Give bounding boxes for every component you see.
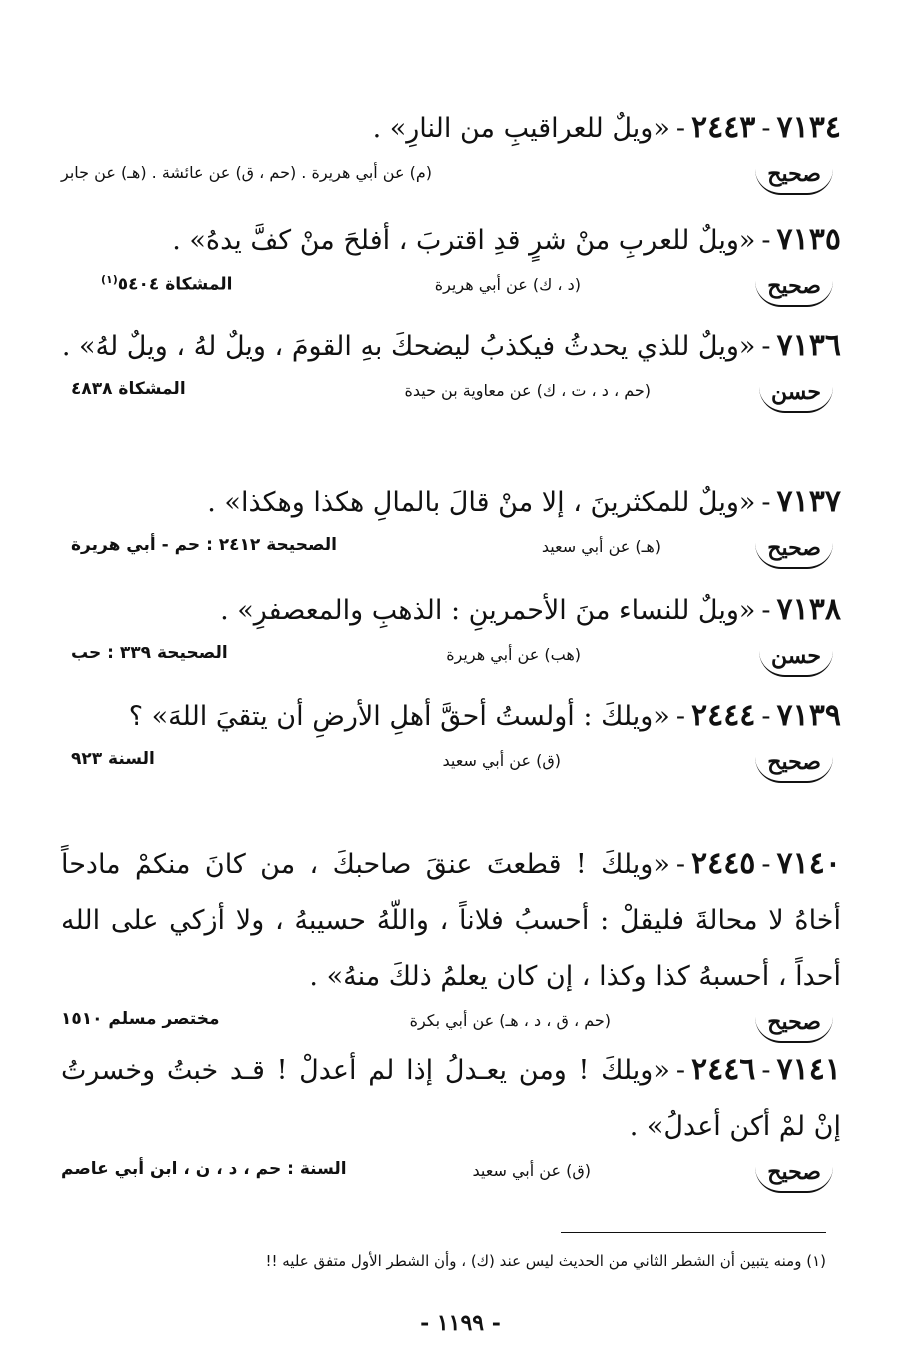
- hadith-entry: [61, 582, 841, 685]
- source-attribution: (ق) عن أبي سعيد: [472, 1161, 591, 1180]
- grade-label: صحيح: [755, 745, 833, 783]
- source-attribution: (م) عن أبي هريرة . (حم ، ق) عن عائشة . (هـ) عن جابر: [61, 163, 433, 182]
- hadith-text: «ويلٌ للنساء منَ الأحمرينِ : الذهبِ والمعصفرِ» .: [220, 595, 756, 626]
- hadith-text: «ويلٌ للعراقيبِ من النارِ» .: [372, 113, 670, 144]
- grade-label: صحيح: [755, 157, 833, 195]
- hadith-meta: [61, 1155, 841, 1201]
- footnote-divider: [561, 1232, 826, 1233]
- hadith-entry: [61, 100, 841, 203]
- grade-label: صحيح: [755, 531, 833, 569]
- hadith-entry: [61, 212, 841, 315]
- hadith-text: «ويلكَ : أولستُ أحقَّ أهلِ الأرضِ أن يتقيَ اللهَ» ؟: [128, 701, 670, 732]
- hadith-meta: [61, 531, 841, 577]
- reference: الصحيحة ٢٤١٢ : حم - أبي هريرة: [71, 535, 337, 555]
- hadith-meta: [61, 745, 841, 791]
- hadith-entry: [61, 836, 841, 1051]
- hadith-text-block: ٧١٣٧-«ويلٌ للمكثرينَ ، إلا منْ قالَ بالمالِ هكذا وهكذا» .: [207, 484, 841, 519]
- hadith-meta: [61, 157, 841, 203]
- hadith-number: ٧١٤١: [776, 1052, 841, 1087]
- hadith-entry: [61, 688, 841, 791]
- hadith-sub-number: ٢٤٤٤: [690, 698, 756, 733]
- hadith-number: ٧١٤٠: [776, 846, 841, 881]
- reference: السنة : حم ، د ، ن ، ابن أبي عاصم: [61, 1159, 347, 1179]
- grade-label: صحيح: [755, 1155, 833, 1193]
- hadith-number: ٧١٣٧: [776, 484, 841, 519]
- hadith-text: «ويلٌ للمكثرينَ ، إلا منْ قالَ بالمالِ هكذا وهكذا» .: [207, 487, 756, 518]
- reference: [101, 273, 232, 295]
- reference: الصحيحة ٣٣٩ : حب: [71, 643, 228, 663]
- reference: المشكاة ٤٨٣٨: [71, 379, 186, 399]
- hadith-sub-number: ٢٤٤٦: [690, 1052, 756, 1087]
- grade-label: صحيح: [755, 269, 833, 307]
- reference-text: المشكاة ٥٤٠٤: [117, 274, 233, 295]
- hadith-number: ٧١٣٤: [776, 110, 841, 145]
- hadith-text: «ويلكَ ! قطعتَ عنقَ صاحبكَ ، من كانَ منكمْ مادحاً أخاهُ لا محالةَ فليقلْ : أحسبُ فلاناً ، واللّهُ حسيبهُ ، ولا أزكي على الله أحداً ، أحسبهُ كذا وكذا ، إن كان يعلمُ ذلكَ منهُ» .: [61, 849, 841, 992]
- source-attribution: (حم ، ق ، د ، هـ) عن أبي بكرة: [409, 1011, 611, 1030]
- grade-label: حسن: [759, 639, 833, 677]
- source-attribution: (هـ) عن أبي سعيد: [541, 537, 661, 556]
- hadith-number: ٧١٣٩: [776, 698, 841, 733]
- hadith-text-block: ٧١٣٤-٢٤٤٣-«ويلٌ للعراقيبِ من النارِ» .: [372, 110, 841, 145]
- hadith-entry: [61, 474, 841, 577]
- hadith-number: ٧١٣٦: [776, 328, 841, 363]
- source-attribution: (د ، ك) عن أبي هريرة: [434, 275, 581, 294]
- hadith-number: ٧١٣٨: [776, 592, 841, 627]
- source-attribution: (ق) عن أبي سعيد: [442, 751, 561, 770]
- hadith-text-block: ٧١٣٩-٢٤٤٤-«ويلكَ : أولستُ أحقَّ أهلِ الأرضِ أن يتقيَ اللهَ» ؟: [128, 698, 841, 733]
- hadith-text-block: ٧١٣٥-«ويلٌ للعربِ منْ شرٍ قدِ اقتربَ ، أفلحَ منْ كفَّ يدهُ» .: [172, 222, 841, 257]
- grade-label: صحيح: [755, 1005, 833, 1043]
- hadith-sub-number: ٢٤٤٣: [690, 110, 756, 145]
- source-attribution: (هب) عن أبي هريرة: [446, 645, 581, 664]
- footnote-marker: (١): [101, 273, 118, 286]
- hadith-text-block: ٧١٣٨-«ويلٌ للنساء منَ الأحمرينِ : الذهبِ والمعصفرِ» .: [220, 592, 841, 627]
- hadith-number: ٧١٣٥: [776, 222, 841, 257]
- hadith-entry: [61, 1042, 841, 1201]
- reference: مختصر مسلم ١٥١٠: [61, 1009, 220, 1029]
- hadith-text-block: ٧١٤١-٢٤٤٦-«ويلكَ ! ومن يعـدلُ إذا لم أعدلْ ! قـد خبتُ وخسرتُ إنْ لمْ أكن أعدلُ» .: [61, 1052, 841, 1142]
- hadith-text: «ويلكَ ! ومن يعـدلُ إذا لم أعدلْ ! قـد خبتُ وخسرتُ إنْ لمْ أكن أعدلُ» .: [61, 1055, 841, 1142]
- hadith-entry: [61, 318, 841, 421]
- hadith-sub-number: ٢٤٤٥: [690, 846, 756, 881]
- hadith-text: «ويلٌ للعربِ منْ شرٍ قدِ اقتربَ ، أفلحَ منْ كفَّ يدهُ» .: [172, 225, 756, 256]
- reference: السنة ٩٢٣: [71, 749, 155, 769]
- hadith-meta: [61, 639, 841, 685]
- page-number: - ١١٩٩ -: [420, 1310, 501, 1336]
- source-attribution: (حم ، د ، ت ، ك) عن معاوية بن حيدة: [404, 381, 651, 400]
- footnote: (١) ومنه يتبين أن الشطر الثاني من الحديث ليس عند (ك) ، وأن الشطر الأول متفق عليه !!: [265, 1252, 826, 1270]
- hadith-text: «ويلٌ للذي يحدثُ فيكذبُ ليضحكَ بهِ القومَ ، ويلٌ لهُ ، ويلٌ لهُ» .: [61, 331, 756, 362]
- hadith-meta: [61, 269, 841, 315]
- hadith-text-block: ٧١٣٦-«ويلٌ للذي يحدثُ فيكذبُ ليضحكَ بهِ القومَ ، ويلٌ لهُ ، ويلٌ لهُ» .: [61, 328, 841, 363]
- grade-label: حسن: [759, 375, 833, 413]
- hadith-text-block: ٧١٤٠-٢٤٤٥-«ويلكَ ! قطعتَ عنقَ صاحبكَ ، من كانَ منكمْ مادحاً أخاهُ لا محالةَ فليقلْ : أحسبُ فلاناً ، واللّهُ حسيبهُ ، ولا أزكي على الله أحداً ، أحسبهُ كذا وكذا ، إن كان يعلمُ ذلكَ منهُ» .: [61, 846, 841, 992]
- hadith-meta: [61, 375, 841, 421]
